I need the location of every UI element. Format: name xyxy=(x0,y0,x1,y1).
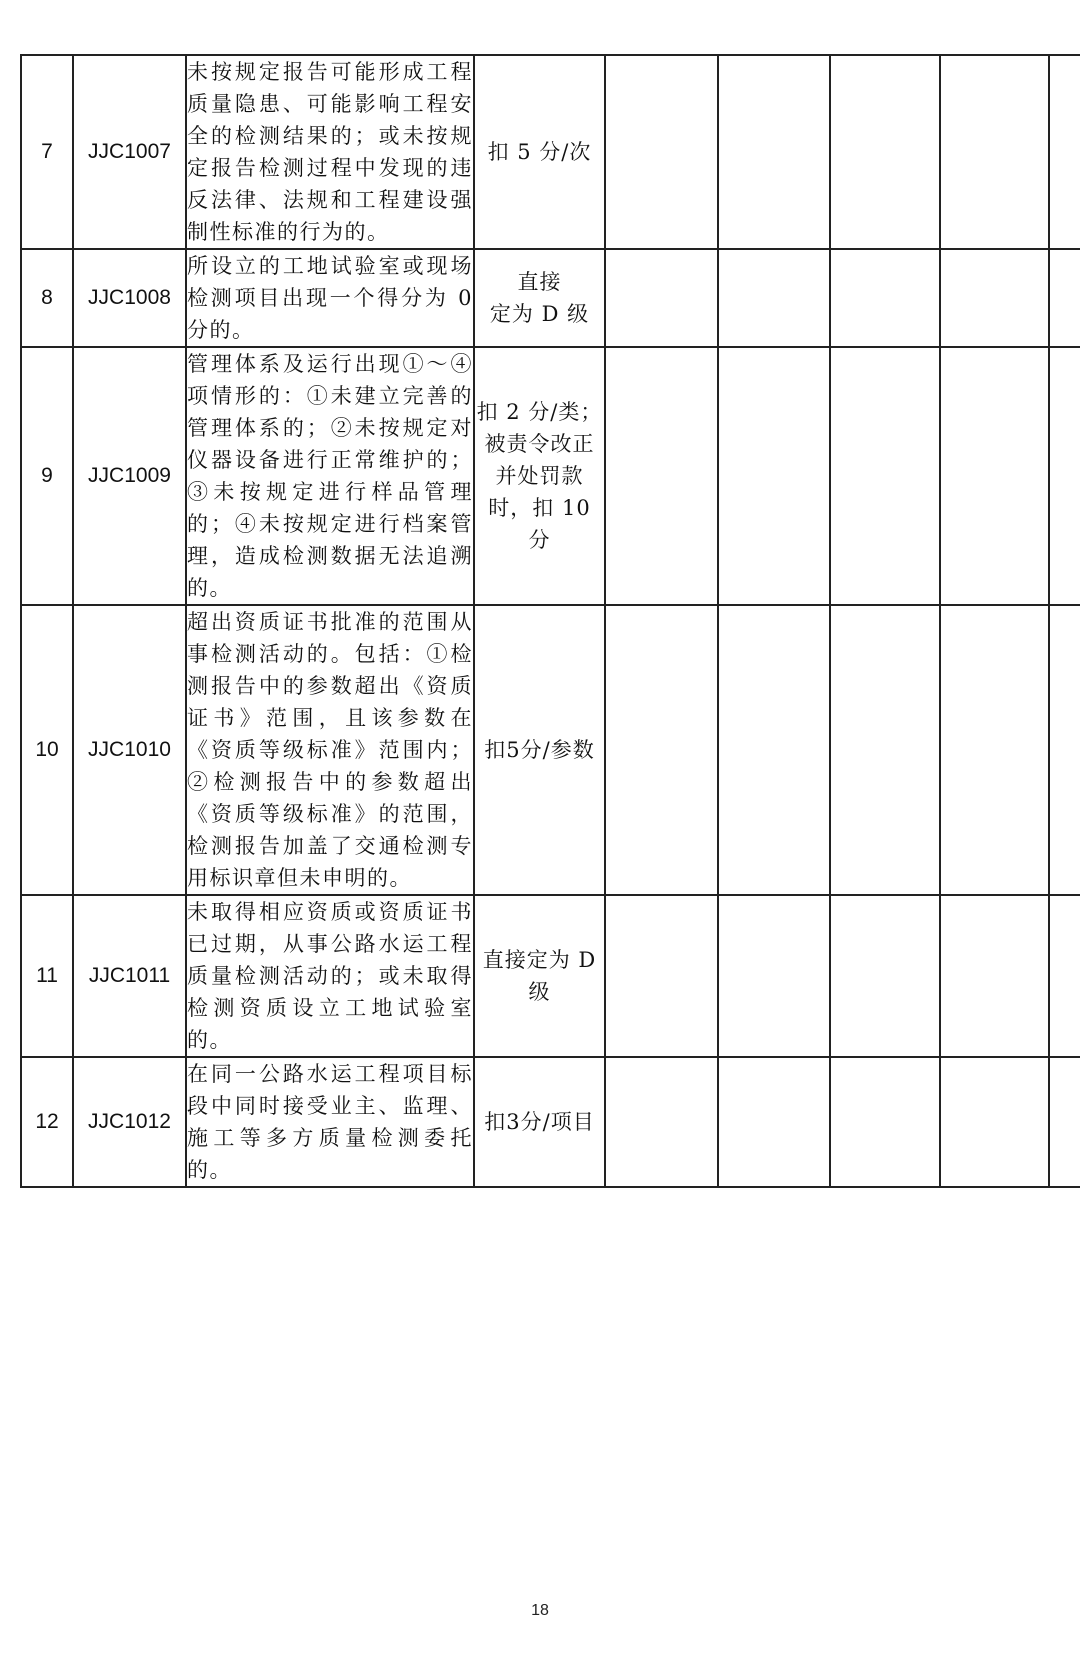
empty-cell xyxy=(718,605,830,895)
penalty: 扣5分/参数 xyxy=(474,605,605,895)
empty-cell xyxy=(1049,347,1080,605)
violation-description: 管理体系及运行出现①～④项情形的：①未建立完善的管理体系的；②未按规定对仪器设备进行正常维护的；③未按规定进行样品管理的；④未按规定进行档案管理，造成检测数据无法追溯的。 xyxy=(186,347,474,605)
item-code: JJC1009 xyxy=(73,347,186,605)
penalty: 直接定为 D 级 xyxy=(474,895,605,1057)
empty-cell xyxy=(718,55,830,249)
empty-cell xyxy=(1049,605,1080,895)
row-number: 10 xyxy=(21,605,73,895)
empty-cell xyxy=(1049,1057,1080,1187)
table-row xyxy=(21,605,1080,895)
empty-cell xyxy=(605,605,718,895)
empty-cell xyxy=(830,605,940,895)
empty-cell xyxy=(718,249,830,347)
empty-cell xyxy=(940,347,1049,605)
empty-cell xyxy=(830,249,940,347)
violation-description: 在同一公路水运工程项目标段中同时接受业主、监理、施工等多方质量检测委托的。 xyxy=(186,1057,474,1187)
violation-description: 超出资质证书批准的范围从事检测活动的。包括：①检测报告中的参数超出《资质证书》范围，且该参数在《资质等级标准》范围内；②检测报告中的参数超出《资质等级标准》的范围，检测报告加盖了交通检测专用标识章但未申明的。 xyxy=(186,605,474,895)
violation-description: 未取得相应资质或资质证书已过期，从事公路水运工程质量检测活动的；或未取得检测资质设立工地试验室的。 xyxy=(186,895,474,1057)
row-number: 11 xyxy=(21,895,73,1057)
empty-cell xyxy=(605,249,718,347)
row-number: 12 xyxy=(21,1057,73,1187)
violation-description: 未按规定报告可能形成工程质量隐患、可能影响工程安全的检测结果的；或未按规定报告检测过程中发现的违反法律、法规和工程建设强制性标准的行为的。 xyxy=(186,55,474,249)
item-code: JJC1012 xyxy=(73,1057,186,1187)
item-code: JJC1008 xyxy=(73,249,186,347)
empty-cell xyxy=(940,55,1049,249)
table-row xyxy=(21,1057,1080,1187)
table-row xyxy=(21,895,1080,1057)
empty-cell xyxy=(1049,895,1080,1057)
table-row xyxy=(21,55,1080,249)
penalty: 扣 5 分/次 xyxy=(474,55,605,249)
row-number: 9 xyxy=(21,347,73,605)
page-number: 18 xyxy=(531,1602,549,1619)
empty-cell xyxy=(940,895,1049,1057)
empty-cell xyxy=(830,895,940,1057)
empty-cell xyxy=(605,1057,718,1187)
penalty: 扣3分/项目 xyxy=(474,1057,605,1187)
penalty-table xyxy=(20,54,1080,1188)
empty-cell xyxy=(718,895,830,1057)
empty-cell xyxy=(830,55,940,249)
row-number: 8 xyxy=(21,249,73,347)
item-code: JJC1011 xyxy=(73,895,186,1057)
row-number: 7 xyxy=(21,55,73,249)
empty-cell xyxy=(940,605,1049,895)
penalty: 直接 定为 D 级 xyxy=(474,249,605,347)
empty-cell xyxy=(940,1057,1049,1187)
table-row xyxy=(21,249,1080,347)
table-row xyxy=(21,347,1080,605)
empty-cell xyxy=(718,347,830,605)
empty-cell xyxy=(605,55,718,249)
penalty: 扣 2 分/类； 被责令改正 并处罚款 时，扣 10 分 xyxy=(474,347,605,605)
empty-cell xyxy=(830,347,940,605)
empty-cell xyxy=(605,347,718,605)
empty-cell xyxy=(1049,55,1080,249)
empty-cell xyxy=(718,1057,830,1187)
empty-cell xyxy=(830,1057,940,1187)
empty-cell xyxy=(605,895,718,1057)
violation-description: 所设立的工地试验室或现场检测项目出现一个得分为 0 分的。 xyxy=(186,249,474,347)
empty-cell xyxy=(940,249,1049,347)
item-code: JJC1007 xyxy=(73,55,186,249)
empty-cell xyxy=(1049,249,1080,347)
item-code: JJC1010 xyxy=(73,605,186,895)
